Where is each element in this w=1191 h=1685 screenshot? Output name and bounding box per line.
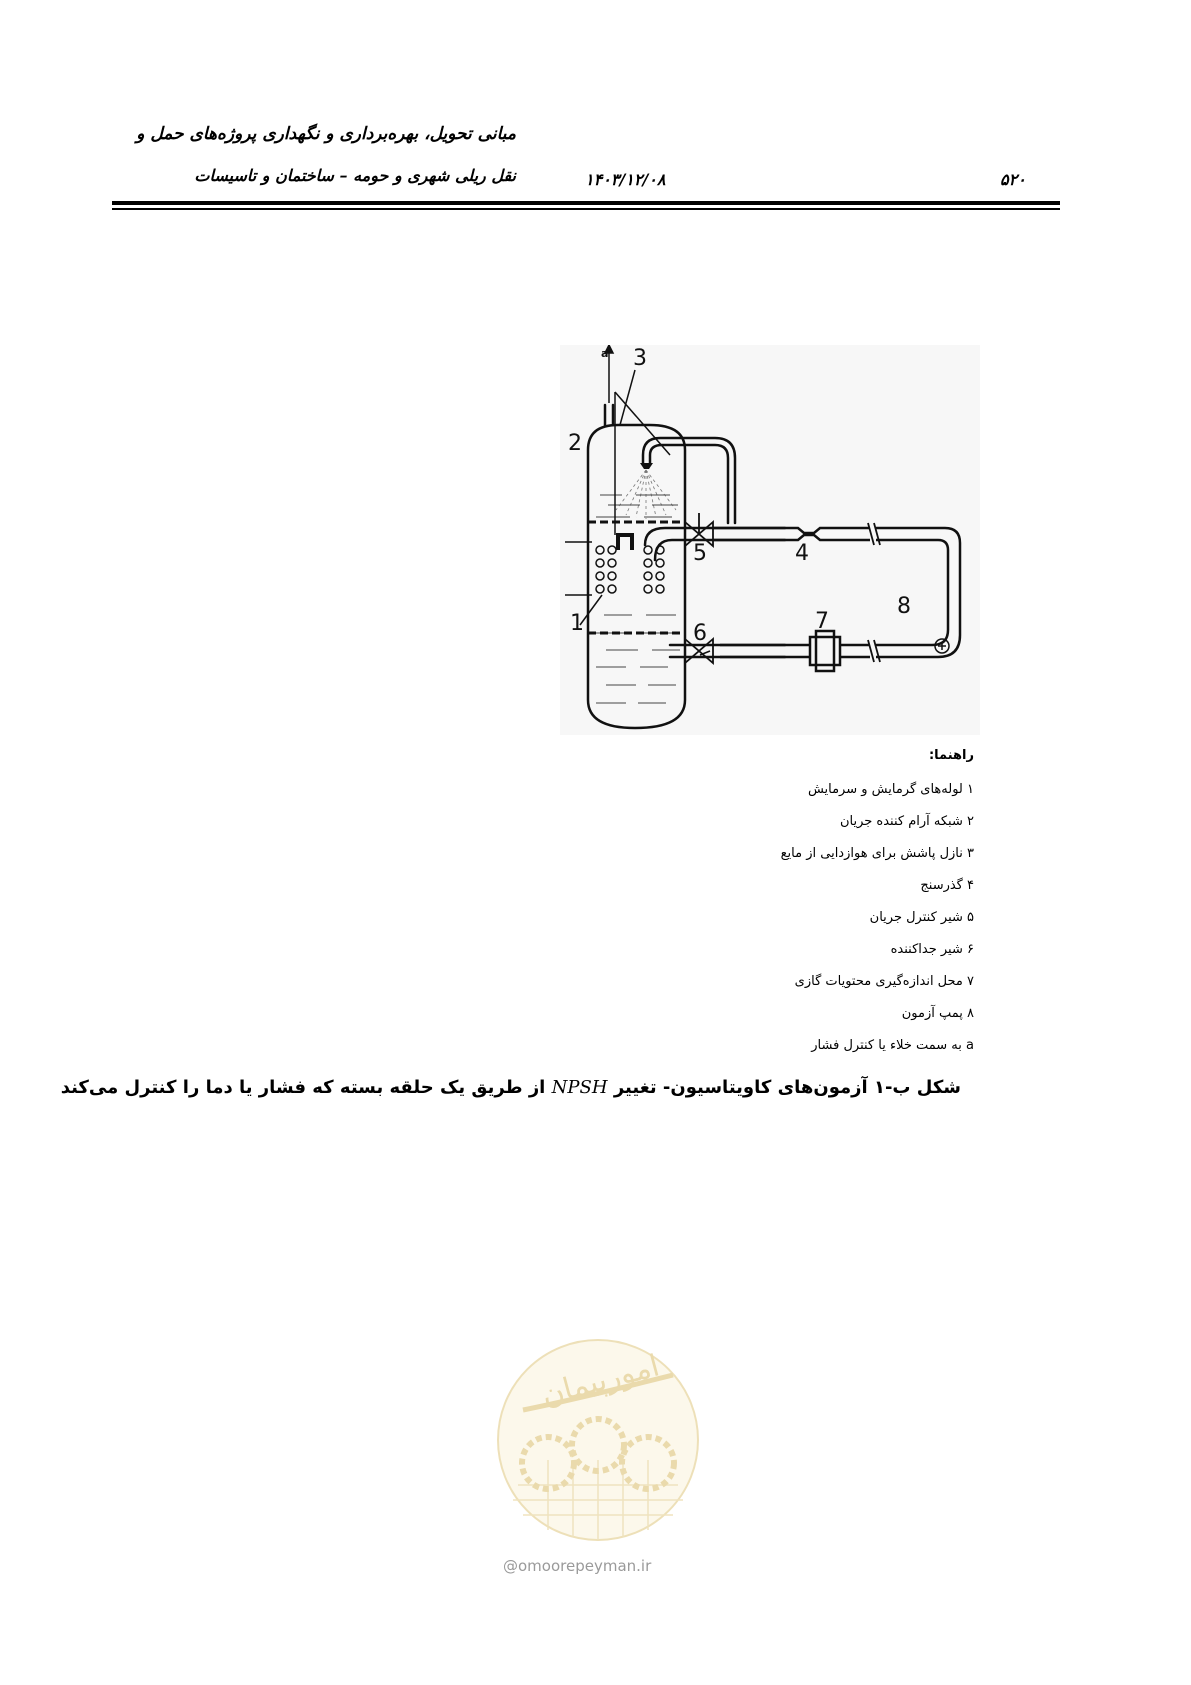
legend-item: ۲ شبکه آرام کننده جریان [839, 814, 974, 829]
header-title-line1: مبانی تحویل، بهره‌برداری و نگهداری پروژه‌های حمل و [136, 124, 516, 144]
legend-title: راهنما: [928, 748, 974, 763]
label-4: 4 [795, 541, 809, 566]
legend-item: ۵ شیر کنترل جریان [869, 910, 974, 925]
legend-item: ۴ گذرسنج [920, 878, 974, 893]
watermark-logo [493, 1335, 703, 1545]
legend-item: ۳ نازل پاشش برای هوازدایی از مایع [780, 846, 974, 861]
cavitation-test-loop-diagram [560, 345, 980, 735]
header-rule-thin [112, 208, 1060, 210]
caption-npsh: NPSH [551, 1077, 608, 1098]
label-3: 3 [633, 346, 647, 371]
label-8: 8 [897, 594, 911, 619]
caption-part2: از طریق یک حلقه بسته که فشار یا دما را کنترل می‌کند [60, 1077, 546, 1098]
watermark-site: @omoorepeyman.ir [503, 1557, 652, 1575]
legend-item: ۶ شیر جداکننده [890, 942, 974, 957]
legend-list [781, 779, 974, 1067]
label-a: a [601, 347, 609, 360]
legend-item: ۱ لوله‌های گرمایش و سرمایش [807, 782, 974, 797]
legend-item: a به سمت خلاء یا کنترل فشار [811, 1038, 974, 1053]
figure-caption [61, 1077, 961, 1098]
label-6: 6 [693, 621, 707, 646]
legend-item: ۸ پمپ آزمون [901, 1006, 974, 1021]
label-5: 5 [693, 541, 707, 566]
header-rule-thick [112, 201, 1060, 205]
label-7: 7 [815, 609, 829, 634]
watermark-logo-text: امورپیمان [537, 1348, 664, 1414]
label-2: 2 [568, 431, 582, 456]
header-date: ۱۴۰۳/۱۲/۰۸ [585, 170, 666, 189]
label-1: 1 [570, 611, 584, 636]
page-number: ۵۲۰ [1000, 170, 1026, 189]
legend-item: ۷ محل اندازه‌گیری محتویات گازی [794, 974, 974, 989]
caption-part1: شکل ب-۱ آزمون‌های کاویتاسیون- تغییر [613, 1077, 961, 1098]
header-title-line2: نقل ریلی شهری و حومه – ساختمان و تاسیسات [194, 166, 516, 185]
